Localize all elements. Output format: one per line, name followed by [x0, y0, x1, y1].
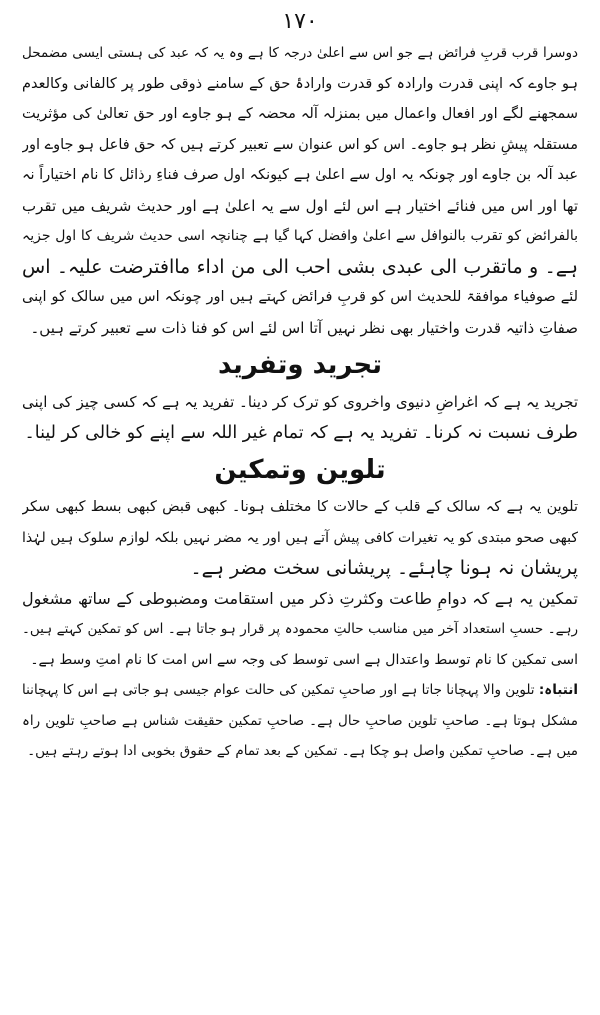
text-line: اسی تمکین کا نام توسط واعتدال ہے اسی توسط کی وجہ سے اس امت کا نام امتِ وسط ہے۔ [30, 651, 578, 668]
intibah-label: انتباہ: [538, 682, 578, 698]
section-heading-tajreed: تجرید وتفرید [217, 350, 383, 380]
text-line: طرف نسبت نہ کرنا۔ تفرید یہ ہے کہ تمام غیر اللہ سے اپنے کو خالی کر لینا۔ [24, 422, 578, 443]
text-line: تلوین یہ ہے کہ سالک کے قلب کے حالات کا مختلف ہونا۔ کبھی قبض کبھی بسط کبھی سکر [22, 499, 578, 515]
text-line: عبد آلہ بن جاوے اور چونکہ یہ اول سے اعلیٰ ہے کیونکہ اول صرف فناءِ رذائل کا نام اختیاراً نہ [22, 167, 578, 183]
text-line: رہے۔ حسبِ استعداد آخر میں مناسب حالتِ محمودہ پر قرار ہو جاتا ہے۔ اس کو تمکین کہتے ہیں۔ [22, 621, 578, 637]
text-line: تجرید یہ ہے کہ اغراضِ دنیوی واخروی کو ترک کر دینا۔ تفرید یہ ہے کہ کسی چیز کی اپنی [22, 393, 578, 411]
text-line: تمکین یہ ہے کہ دوامِ طاعت وکثرتِ ذکر میں استقامت ومضبوطی کے ساتھ مشغول [22, 588, 578, 608]
text-line: صفاتِ ذاتیہ قدرت واختیار بھی نظر نہیں آتا اس لئے اس کو فنا ذات سے تعبیر کرتے ہیں۔ [30, 318, 578, 337]
text-line: میں ہے۔ صاحبِ تمکین واصل ہو چکا ہے۔ تمکین کے بعد تمام کے حقوق بخوبی ادا ہوتے رہتے ہیں۔ [27, 743, 578, 759]
page-number: ۱۷۰ [282, 9, 318, 34]
text-line: مشکل ہوتا ہے۔ صاحبِ تلوین صاحبِ حال ہے۔ صاحبِ تمکین حقیقت شناس ہے صاحبِ تلوین راہ [22, 712, 578, 729]
text-line: پریشان نہ ہونا چاہئے۔ پریشانی سخت مضر ہے۔ [190, 557, 578, 579]
text-line: ہو جاوے کہ اپنی قدرت وارادہ کو قدرت وارادۂ حق کے سامنے ذوقی طور پر کالفانی وکالعدم [22, 75, 578, 92]
intibah-paragraph [22, 675, 578, 767]
text-line: مستقلہ پیشِ نظر ہو جاوے۔ اس کو اس عنوان سے تعبیر کرتے ہیں کہ حق فاعل ہو جاوے اور [22, 136, 578, 153]
talween-paragraph [22, 492, 578, 584]
text-line: سمجھنے لگے اور افعال واعمال میں بمنزلہ آلہ محضہ کے ہو جاوے اور حق تعالیٰ کی مؤثریت [22, 106, 578, 122]
text-line [22, 675, 578, 706]
tajreed-paragraph [22, 387, 578, 448]
section-heading-talween: تلوین وتمکین [214, 455, 386, 485]
text-line: بالفرائض کو تقرب بالنوافل سے اعلیٰ وافضل کہا گیا ہے چنانچہ اسی حدیث شریف کا اول جزیہ [22, 228, 578, 244]
text-line: تھا اور اس میں فنائے اختیار ہے اس لئے اول سے یہ اعلیٰ ہے اور حدیث شریف میں تقرب [22, 196, 578, 215]
intibah-first-line: تلوین والا پہچانا جاتا ہے اور صاحبِ تمکین کی حالت عوام جیسی ہو جاتی ہے اس کا پہچاننا [22, 682, 535, 698]
text-line: دوسرا قرب قربِ فرائض ہے جو اس سے اعلیٰ درجہ کا ہے وہ یہ کہ عبد کی ہستی ایسی مضمحل [22, 45, 578, 61]
tamkeen-paragraph [22, 584, 578, 676]
text-line: ہے۔ و ماتقرب الی عبدی بشی احب الی من اداء ماافترضت علیہ۔ اس [22, 255, 578, 278]
text-line: لئے صوفیاء موافقۃ للحدیث اس کو قربِ فرائض کہتے ہیں اور چونکہ اس میں سالک کو اپنی [22, 289, 578, 305]
text-line: کبھی صحو مبتدی کو یہ تغیرات کافی پیش آتے ہیں اور یہ مضر نہیں بلکہ لوازم سلوک ہیں لہٰذا [22, 529, 578, 546]
qurb-faraiz-paragraph [22, 38, 578, 343]
